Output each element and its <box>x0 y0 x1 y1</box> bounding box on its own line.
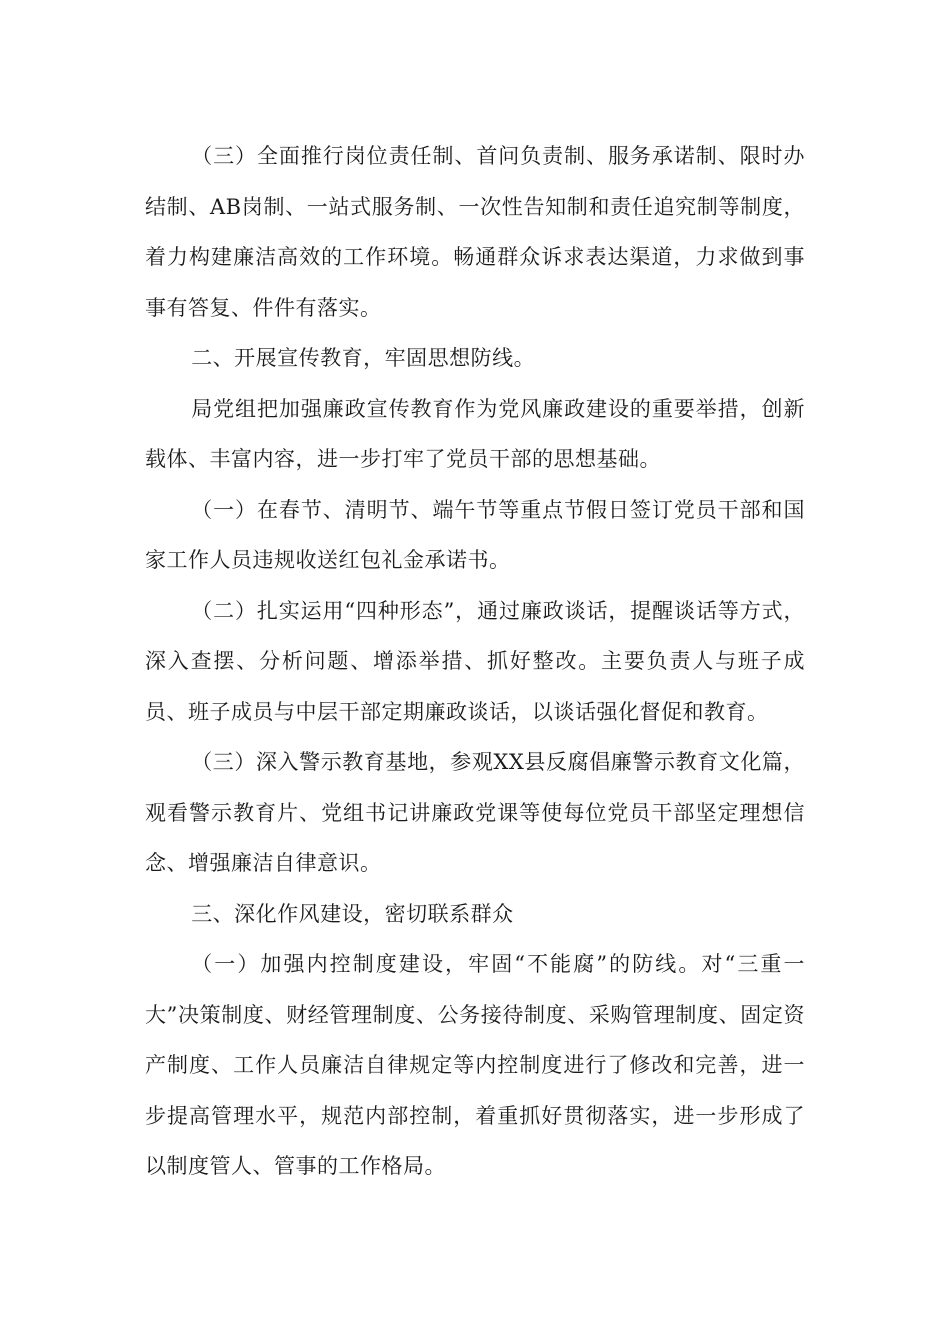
paragraph-four-forms: （二）扎实运用“四种形态”，通过廉政谈话，提醒谈话等方式，深入查摆、分析问题、增添举措、抓好整改。主要负责人与班子成员、班子成员与中层干部定期廉政谈话，以谈话强化督促和教育。 <box>145 598 805 724</box>
document-body <box>145 131 805 1192</box>
paragraph-warning-education: （三）深入警示教育基地，参观XX县反腐倡廉警示教育文化篇，观看警示教育片、党组书记讲廉政党课等使每位党员干部坚定理想信念、增强廉洁自律意识。 <box>145 750 805 875</box>
section-heading-3: 三、深化作风建设，密切联系群众 <box>191 901 514 926</box>
section-heading-2: 二、开展宣传教育，牢固思想防线。 <box>191 346 536 370</box>
paragraph-education-intro: 局党组把加强廉政宣传教育作为党风廉政建设的重要举措，创新载体、丰富内容，进一步打牢了党员干部的思想基础。 <box>145 396 805 471</box>
paragraph-holiday-pledge: （一）在春节、清明节、端午节等重点节假日签订党员干部和国家工作人员违规收送红包礼金承诺书。 <box>145 497 805 572</box>
paragraph-responsibility-systems: （三）全面推行岗位责任制、首问负责制、服务承诺制、限时办结制、AB岗制、一站式服务制、一次性告知制和责任追究制等制度，着力构建廉洁高效的工作环境。畅通群众诉求表达渠道，力求做到事事有答复、件件有落实。 <box>145 144 805 320</box>
paragraph-internal-control: （一）加强内控制度建设，牢固“不能腐”的防线。对“三重一大”决策制度、财经管理制度、公务接待制度、采购管理制度、固定资产制度、工作人员廉洁自律规定等内控制度进行了修改和完善，进一步提高管理水平，规范内部控制，着重抓好贯彻落实，进一步形成了以制度管人、管事的工作格局。 <box>145 952 805 1178</box>
